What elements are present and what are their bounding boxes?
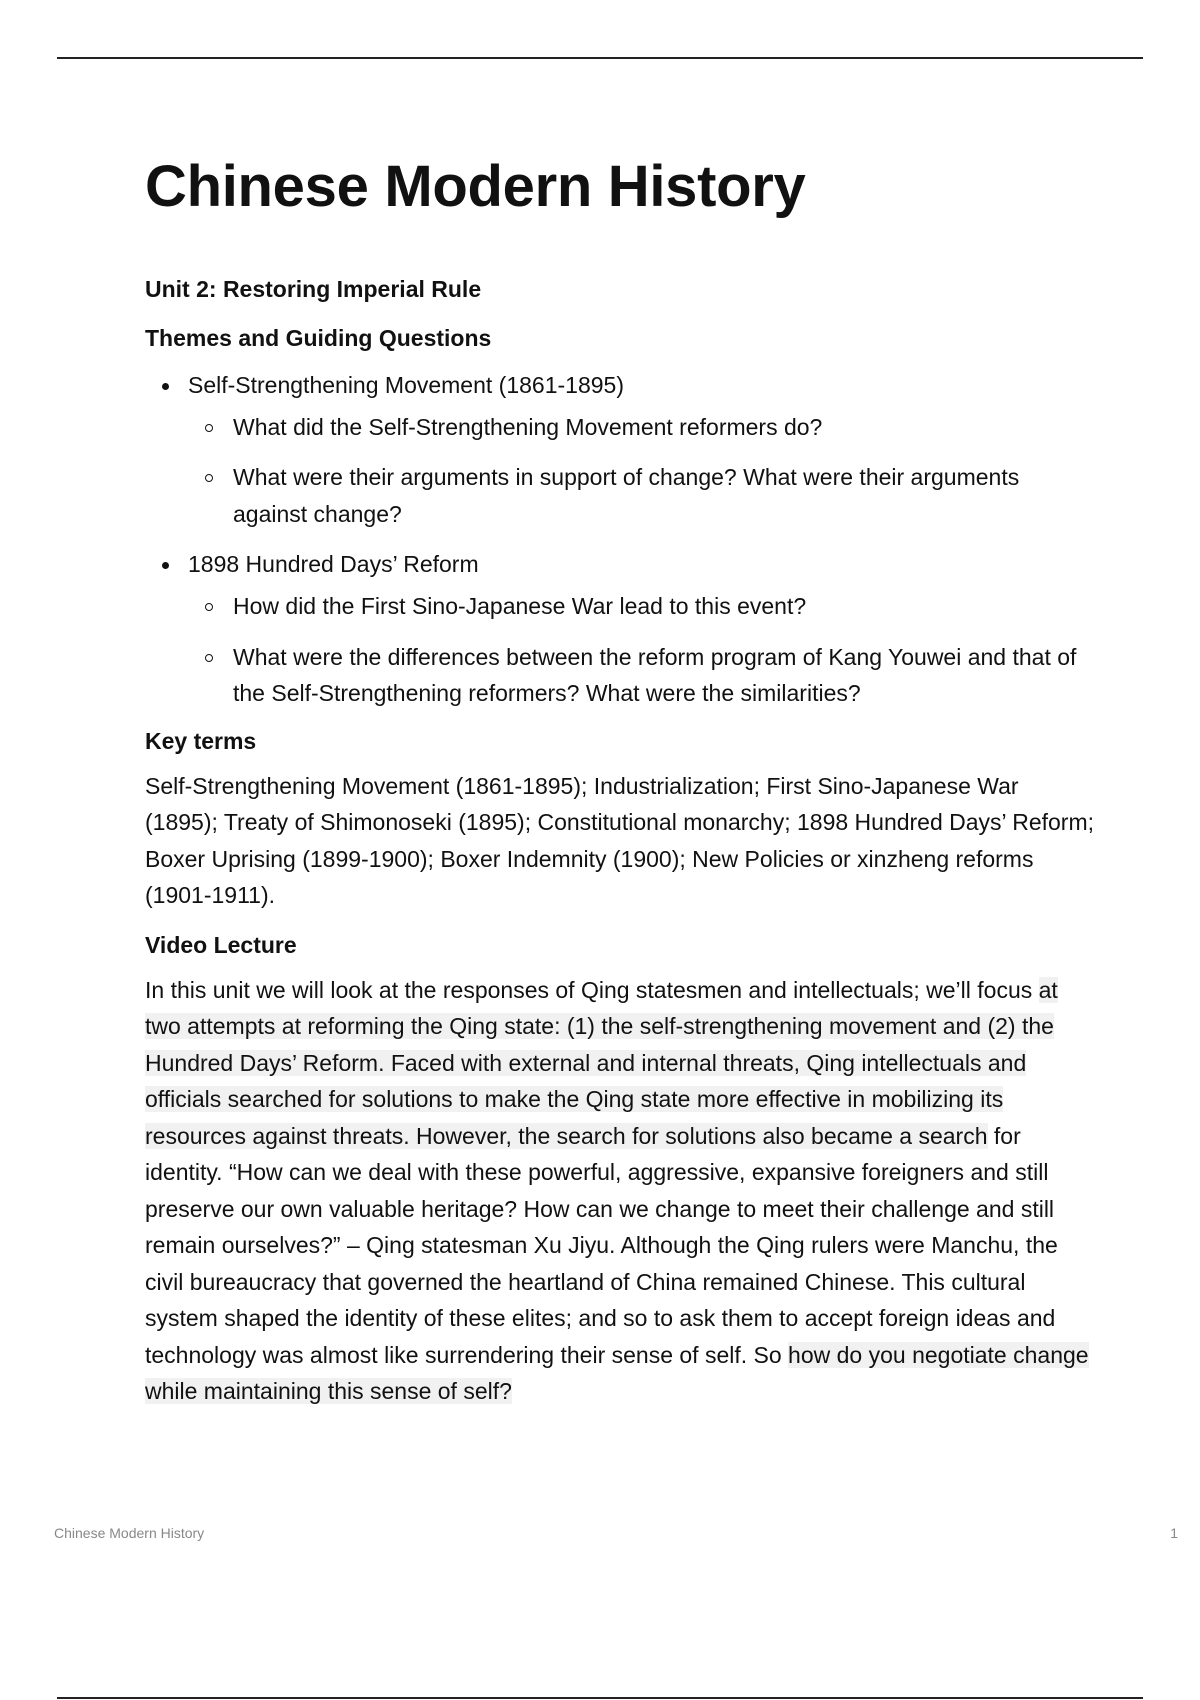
key-terms-heading: Key terms bbox=[145, 727, 257, 754]
video-lecture-text bbox=[145, 972, 1095, 1410]
bottom-rule bbox=[57, 1697, 1143, 1699]
top-rule bbox=[57, 57, 1143, 59]
page-content bbox=[145, 140, 1095, 1410]
themes-heading: Themes and Guiding Questions bbox=[145, 324, 492, 351]
topic-label: Self-Strengthening Movement (1861-1895) bbox=[188, 371, 624, 398]
topics-list bbox=[145, 367, 1095, 712]
question-item bbox=[145, 639, 1095, 712]
key-terms-text: Self-Strengthening Movement (1861-1895); Industrialization; First Sino-Japanese War (1895); Treaty of Shimonoseki (1895); Constitutional monarchy; 1898 Hundred Days’ Reform; Boxer Uprising (1899-1900); Boxer Indemnity (1900); New Policies or xinzheng reforms (1901-1911). bbox=[145, 772, 1094, 909]
question-text: What were their arguments in support of change? What were their arguments against change? bbox=[233, 464, 1020, 527]
bullet-icon bbox=[162, 562, 169, 569]
lecture-text-highlight: at two attempts at reforming the Qing state: (1) the self-strengthening movement and (2) the Hundred Days’ Reform. Faced with external and internal threats, Qing intellectuals and officials searched for solutions to make the Qing state more effective in mobilizing its resources against threats. However, the search for solutions also became a search bbox=[145, 976, 1058, 1149]
question-item bbox=[145, 409, 1095, 446]
topic-label: 1898 Hundred Days’ Reform bbox=[188, 551, 479, 578]
lecture-text-segment: In this unit we will look at the responses of Qing statesmen and intellectuals; we’ll focus bbox=[145, 976, 1039, 1003]
circle-bullet-icon bbox=[205, 474, 213, 482]
question-text: What did the Self-Strengthening Movement reformers do? bbox=[233, 413, 823, 440]
circle-bullet-icon bbox=[205, 424, 213, 432]
question-item bbox=[145, 588, 1095, 625]
question-list bbox=[188, 409, 1095, 533]
question-list bbox=[188, 588, 1095, 712]
page-number: 1 bbox=[1170, 1525, 1178, 1541]
unit-heading: Unit 2: Restoring Imperial Rule bbox=[145, 275, 482, 302]
bullet-icon bbox=[162, 383, 169, 390]
question-text: What were the differences between the reform program of Kang Youwei and that of the Self-Strengthening reformers? What were the similarities? bbox=[233, 643, 1077, 707]
question-text: How did the First Sino-Japanese War lead to this event? bbox=[233, 593, 807, 620]
lecture-text-segment: for identity. “How can we deal with these powerful, aggressive, expansive foreigners and still preserve our own valuable heritage? How can we change to meet their challenge and still remain ourselves?” – Qing statesman Xu Jiyu. Although the Qing rulers were Manchu, the civil bureaucracy that governed the heartland of China remained Chinese. This cultural system shaped the identity of these elites; and so to ask them to accept foreign ideas and technology was almost like surrendering their sense of self. So bbox=[145, 1122, 1058, 1368]
topic-item bbox=[145, 546, 1095, 712]
topic-item bbox=[145, 367, 1095, 533]
page-title: Chinese Modern History bbox=[145, 154, 806, 219]
circle-bullet-icon bbox=[205, 603, 213, 611]
lecture-text-highlight: how do you negotiate change while maintaining this sense of self? bbox=[145, 1341, 1089, 1405]
circle-bullet-icon bbox=[205, 654, 213, 662]
footer-title: Chinese Modern History bbox=[54, 1525, 205, 1541]
question-item bbox=[145, 459, 1095, 532]
video-lecture-heading: Video Lecture bbox=[145, 931, 297, 958]
